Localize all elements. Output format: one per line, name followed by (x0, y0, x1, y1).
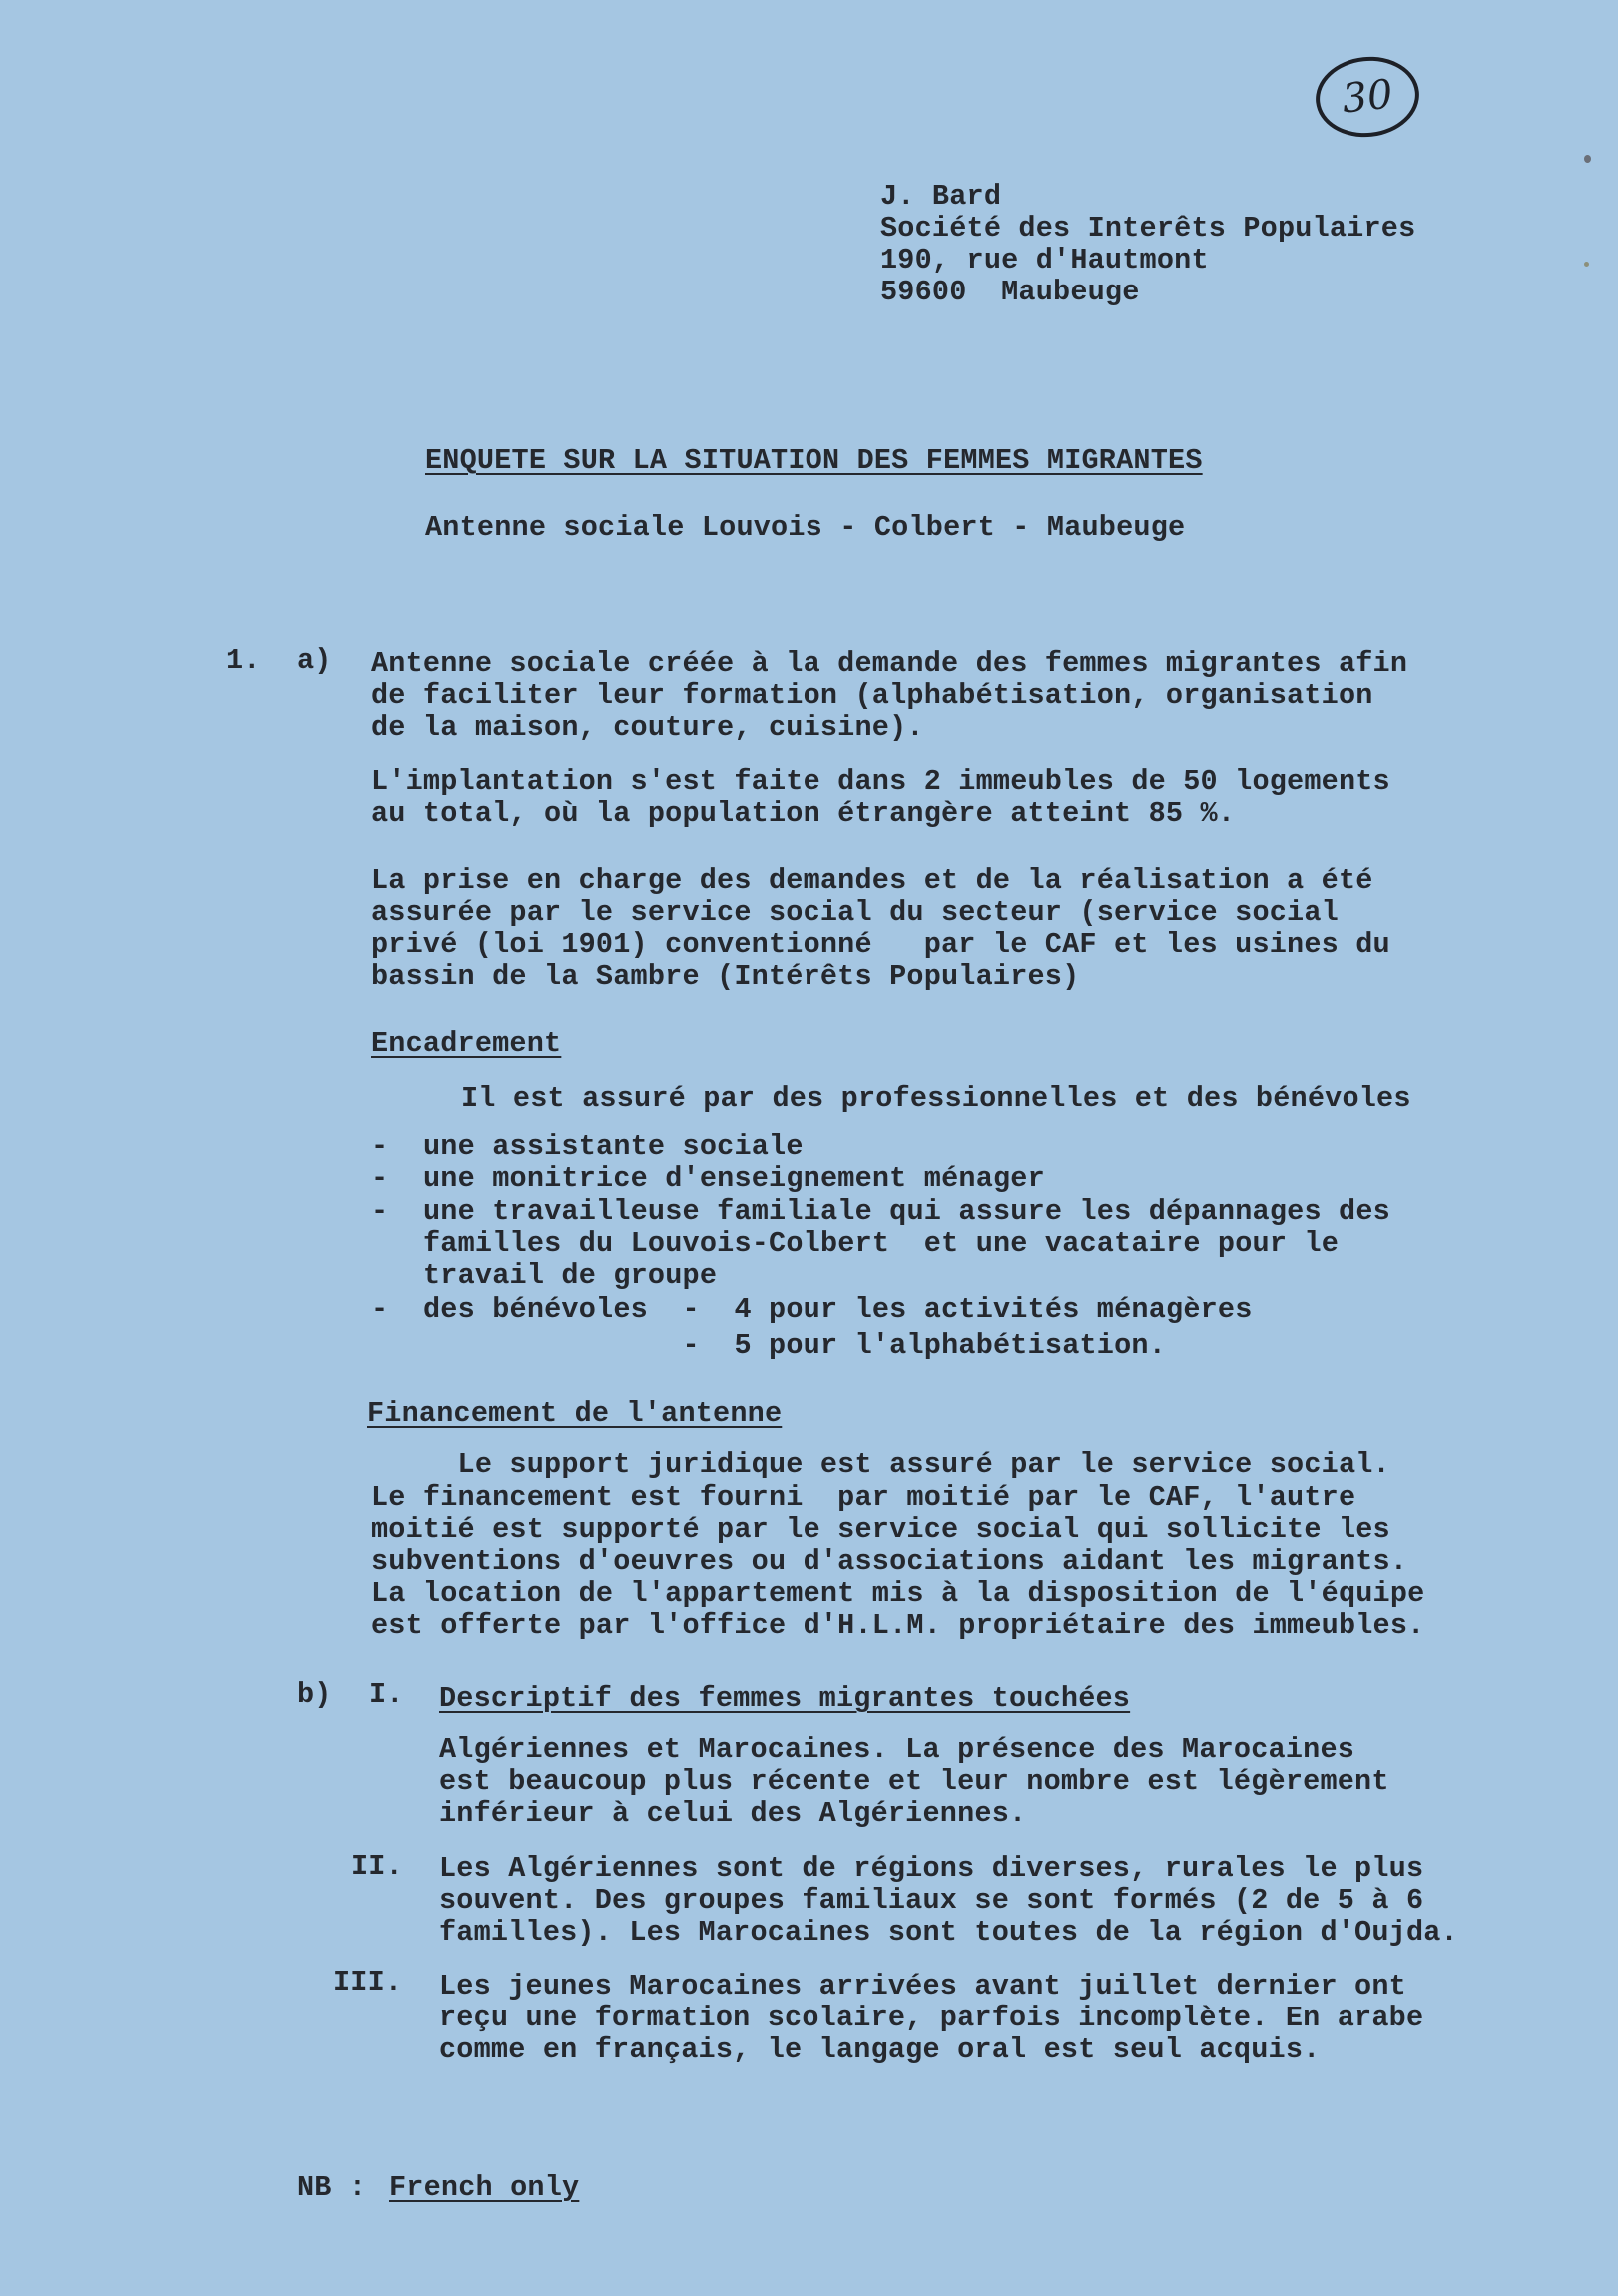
paragraph-line: Le financement est fourni par moitié par le CAF, l'autre (371, 1481, 1356, 1514)
paragraph-line: subventions d'oeuvres ou d'associations aidant les migrants. (371, 1545, 1408, 1578)
paragraph-line: au total, où la population étrangère atteint 85 %. (371, 797, 1236, 830)
sender-city: 59600 Maubeuge (880, 276, 1140, 308)
paragraph-line: assurée par le service social du secteur (service social (371, 896, 1339, 929)
nb-text: French only (389, 2171, 580, 2204)
paragraph-line: reçu une formation scolaire, parfois incomplète. En arabe (439, 2002, 1424, 2034)
roman-numeral: I. (369, 1678, 404, 1711)
list-item: des bénévoles - 4 pour les activités ménagères (423, 1293, 1253, 1326)
list-item: familles du Louvois-Colbert et une vacataire pour le (423, 1227, 1340, 1260)
paragraph-line: est beaucoup plus récente et leur nombre est légèrement (439, 1765, 1389, 1798)
page-number-circle (1312, 52, 1423, 142)
paper-speck (1584, 262, 1589, 267)
paragraph-line: Antenne sociale créée à la demande des femmes migrantes afin (371, 647, 1408, 680)
sender-organisation: Société des Interêts Populaires (880, 212, 1416, 245)
roman-numeral: II. (351, 1850, 403, 1883)
list-item: une assistante sociale (423, 1130, 804, 1163)
paper-speck (1584, 155, 1591, 163)
paragraph-line: comme en français, le langage oral est seul acquis. (439, 2033, 1321, 2066)
subsection-letter: b) (297, 1678, 332, 1711)
list-dash: - (371, 1195, 389, 1228)
paragraph-line: de faciliter leur formation (alphabétisation, organisation (371, 679, 1373, 712)
list-item: une monitrice d'enseignement ménager (423, 1162, 1045, 1195)
sender-name: J. Bard (880, 180, 1002, 213)
paragraph-line: Le support juridique est assuré par le service social. (371, 1448, 1390, 1481)
paragraph-line: bassin de la Sambre (Intérêts Populaires) (371, 960, 1080, 993)
paragraph-line: L'implantation s'est faite dans 2 immeubles de 50 logements (371, 765, 1390, 798)
paragraph-line: moitié est supporté par le service social qui sollicite les (371, 1513, 1390, 1546)
list-dash: - (371, 1162, 389, 1195)
financement-heading: Financement de l'antenne (367, 1397, 783, 1430)
list-item: travail de groupe (423, 1259, 718, 1292)
encadrement-heading: Encadrement (371, 1027, 562, 1060)
document-subtitle: Antenne sociale Louvois - Colbert - Maubeuge (425, 511, 1186, 544)
paragraph-line: Les jeunes Marocaines arrivées avant juillet dernier ont (439, 1970, 1406, 2003)
paragraph-line: La location de l'appartement mis à la disposition de l'équipe (371, 1577, 1425, 1610)
paragraph-line: privé (loi 1901) conventionné par le CAF et les usines du (371, 928, 1390, 961)
list-item: - 5 pour l'alphabétisation. (423, 1329, 1167, 1362)
paragraph-line: souvent. Des groupes familiaux se sont formés (2 de 5 à 6 (439, 1884, 1424, 1917)
sender-street: 190, rue d'Hautmont (880, 244, 1209, 277)
document-title: ENQUETE SUR LA SITUATION DES FEMMES MIGRANTES (425, 444, 1203, 477)
paragraph-line: de la maison, couture, cuisine). (371, 711, 924, 744)
section-number: 1. (226, 644, 261, 677)
subsection-letter: a) (297, 644, 332, 677)
roman-numeral: III. (333, 1966, 403, 1999)
descriptif-heading: Descriptif des femmes migrantes touchées (439, 1682, 1131, 1715)
page-number: 30 (1340, 71, 1395, 123)
list-item: une travailleuse familiale qui assure les dépannages des (423, 1195, 1390, 1228)
encadrement-intro: Il est assuré par des professionnelles et des bénévoles (461, 1082, 1411, 1115)
paragraph-line: Algériennes et Marocaines. La présence des Marocaines (439, 1733, 1355, 1766)
list-dash: - (371, 1130, 389, 1163)
paragraph-line: familles). Les Marocaines sont toutes de la région d'Oujda. (439, 1916, 1458, 1949)
paragraph-line: La prise en charge des demandes et de la réalisation a été (371, 864, 1373, 897)
list-dash: - (371, 1293, 389, 1326)
nb-label: NB : (297, 2171, 367, 2204)
paragraph-line: inférieur à celui des Algériennes. (439, 1797, 1027, 1830)
paragraph-line: Les Algériennes sont de régions diverses, rurales le plus (439, 1852, 1424, 1885)
paragraph-line: est offerte par l'office d'H.L.M. propriétaire des immeubles. (371, 1609, 1425, 1642)
